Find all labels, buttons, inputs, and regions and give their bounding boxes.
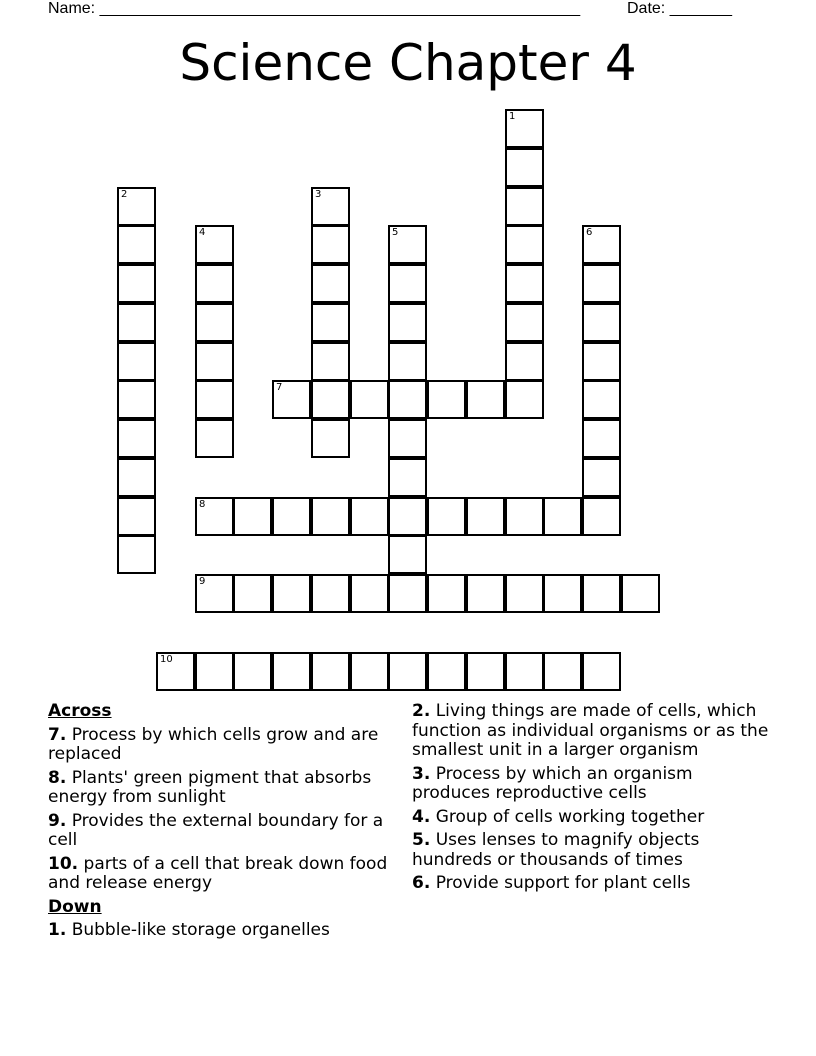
crossword-cell[interactable] [388, 419, 427, 458]
crossword-cell[interactable] [505, 303, 544, 342]
across-heading: Across [48, 701, 112, 721]
clue-down-1 [48, 921, 393, 941]
crossword-cell[interactable] [427, 497, 466, 536]
crossword-cell[interactable] [505, 148, 544, 187]
crossword-cell[interactable] [388, 303, 427, 342]
clue-text: parts of a cell that break down food and release energy [48, 853, 388, 893]
crossword-cell[interactable] [505, 342, 544, 381]
clue-text: Uses lenses to magnify objects hundreds or thousands of times [412, 830, 700, 870]
clue-text: Process by which cells grow and are replaced [48, 724, 379, 764]
crossword-cell[interactable] [582, 574, 621, 613]
clue-number: 1. [48, 920, 67, 940]
crossword-cell[interactable] [350, 380, 389, 419]
crossword-cell[interactable] [311, 419, 350, 458]
crossword-cell[interactable] [582, 380, 621, 419]
crossword-cell[interactable] [117, 187, 156, 226]
crossword-cell[interactable] [233, 574, 272, 613]
crossword-cell[interactable] [272, 574, 311, 613]
clue-text: Provides the external boundary for a cell [48, 810, 384, 850]
down-heading: Down [48, 896, 102, 917]
crossword-cell[interactable] [117, 380, 156, 419]
crossword-cell[interactable] [505, 497, 544, 536]
clue-down-6 [412, 874, 772, 894]
crossword-cell[interactable] [272, 380, 311, 419]
crossword-cell[interactable] [505, 187, 544, 226]
crossword-cell[interactable] [311, 264, 350, 303]
crossword-cell[interactable] [427, 574, 466, 613]
clue-number-label: 7 [276, 382, 283, 393]
crossword-cell[interactable] [582, 652, 621, 691]
crossword-cell[interactable] [117, 225, 156, 264]
crossword-cell[interactable] [466, 574, 505, 613]
crossword-cell[interactable] [117, 303, 156, 342]
crossword-cell[interactable] [272, 652, 311, 691]
crossword-cell[interactable] [505, 225, 544, 264]
crossword-cell[interactable] [311, 303, 350, 342]
clue-number-label: 9 [199, 576, 206, 587]
crossword-cell[interactable] [388, 574, 427, 613]
crossword-cell[interactable] [195, 380, 234, 419]
crossword-cell[interactable] [117, 342, 156, 381]
clue-number-label: 1 [509, 111, 516, 122]
crossword-cell[interactable] [117, 458, 156, 497]
crossword-cell[interactable] [195, 225, 234, 264]
crossword-cell[interactable] [311, 342, 350, 381]
clues-left-column [48, 702, 393, 945]
crossword-cell[interactable] [117, 264, 156, 303]
crossword-cell[interactable] [582, 497, 621, 536]
clue-across-9 [48, 812, 393, 851]
crossword-cell[interactable] [543, 497, 582, 536]
crossword-cell[interactable] [311, 574, 350, 613]
crossword-cell[interactable] [543, 574, 582, 613]
clue-number: 8. [48, 767, 67, 788]
clue-across-7 [48, 726, 393, 765]
clue-across-8 [48, 769, 393, 808]
crossword-cell[interactable] [543, 652, 582, 691]
crossword-cell[interactable] [505, 264, 544, 303]
clue-number-label: 3 [315, 189, 322, 200]
crossword-cell[interactable] [466, 380, 505, 419]
crossword-cell[interactable] [117, 497, 156, 536]
crossword-cell[interactable] [505, 574, 544, 613]
clue-number: 9. [48, 810, 67, 831]
crossword-cell[interactable] [582, 264, 621, 303]
clue-number-label: 4 [199, 227, 206, 238]
clue-number-label: 5 [392, 227, 399, 238]
crossword-cell[interactable] [388, 652, 427, 691]
clue-down-5 [412, 831, 772, 870]
crossword-cell[interactable] [311, 225, 350, 264]
crossword-cell[interactable] [311, 187, 350, 226]
crossword-cell[interactable] [311, 380, 350, 419]
crossword-cell[interactable] [621, 574, 660, 613]
clue-number: 6. [412, 873, 431, 893]
crossword-cell[interactable] [195, 574, 234, 613]
clue-text: Group of cells working together [435, 806, 705, 827]
crossword-cell[interactable] [350, 497, 389, 536]
clue-number: 7. [48, 724, 67, 745]
crossword-cell[interactable] [388, 497, 427, 536]
clue-number: 3. [412, 763, 431, 784]
clue-number-label: 6 [586, 227, 593, 238]
name-field[interactable]: Name: ______________________________________________________ [48, 0, 581, 17]
date-field[interactable]: Date: _______ [627, 0, 732, 17]
clues-right-column [412, 702, 772, 898]
crossword-cell[interactable] [582, 225, 621, 264]
crossword-cell[interactable] [272, 497, 311, 536]
crossword-cell[interactable] [427, 652, 466, 691]
crossword-cell[interactable] [195, 264, 234, 303]
clue-number-label: 10 [160, 654, 173, 665]
crossword-cell[interactable] [388, 458, 427, 497]
clue-number-label: 2 [121, 189, 128, 200]
clue-down-4 [412, 808, 772, 828]
clue-text: Plants' green pigment that absorbs energy from sunlight [48, 767, 372, 807]
crossword-cell[interactable] [388, 380, 427, 419]
page-title: Science Chapter 4 [179, 34, 637, 92]
crossword-cell[interactable] [350, 652, 389, 691]
crossword-cell[interactable] [195, 497, 234, 536]
crossword-cell[interactable] [466, 497, 505, 536]
clue-across-10 [48, 855, 393, 894]
crossword-cell[interactable] [195, 303, 234, 342]
clue-number: 5. [412, 830, 431, 850]
crossword-cell[interactable] [388, 264, 427, 303]
crossword-cell[interactable] [311, 497, 350, 536]
crossword-cell[interactable] [195, 342, 234, 381]
crossword-cell[interactable] [233, 497, 272, 536]
crossword-cell[interactable] [388, 342, 427, 381]
clue-text: Provide support for plant cells [435, 873, 691, 893]
crossword-cell[interactable] [505, 109, 544, 148]
crossword-cell[interactable] [582, 458, 621, 497]
crossword-cell[interactable] [195, 419, 234, 458]
crossword-cell[interactable] [117, 535, 156, 574]
crossword-cell[interactable] [233, 652, 272, 691]
crossword-cell[interactable] [311, 652, 350, 691]
crossword-cell[interactable] [156, 652, 195, 691]
crossword-cell[interactable] [117, 419, 156, 458]
crossword-cell[interactable] [582, 342, 621, 381]
clue-down-3 [412, 765, 772, 804]
crossword-cell[interactable] [388, 535, 427, 574]
crossword-cell[interactable] [350, 574, 389, 613]
clue-number-label: 8 [199, 499, 206, 510]
clue-text: Bubble-like storage organelles [71, 920, 330, 940]
crossword-cell[interactable] [582, 419, 621, 458]
clue-text: Living things are made of cells, which function as individual organisms or as the smallest unit in a larger organism [412, 701, 769, 760]
crossword-cell[interactable] [505, 380, 544, 419]
clue-number: 2. [412, 701, 431, 721]
crossword-cell[interactable] [505, 652, 544, 691]
clue-text: Process by which an organism produces reproductive cells [412, 763, 693, 803]
clue-number: 10. [48, 853, 79, 874]
clue-number: 4. [412, 806, 431, 827]
crossword-cell[interactable] [195, 652, 234, 691]
crossword-cell[interactable] [466, 652, 505, 691]
crossword-cell[interactable] [582, 303, 621, 342]
crossword-cell[interactable] [388, 225, 427, 264]
crossword-cell[interactable] [427, 380, 466, 419]
clue-down-2 [412, 702, 772, 761]
